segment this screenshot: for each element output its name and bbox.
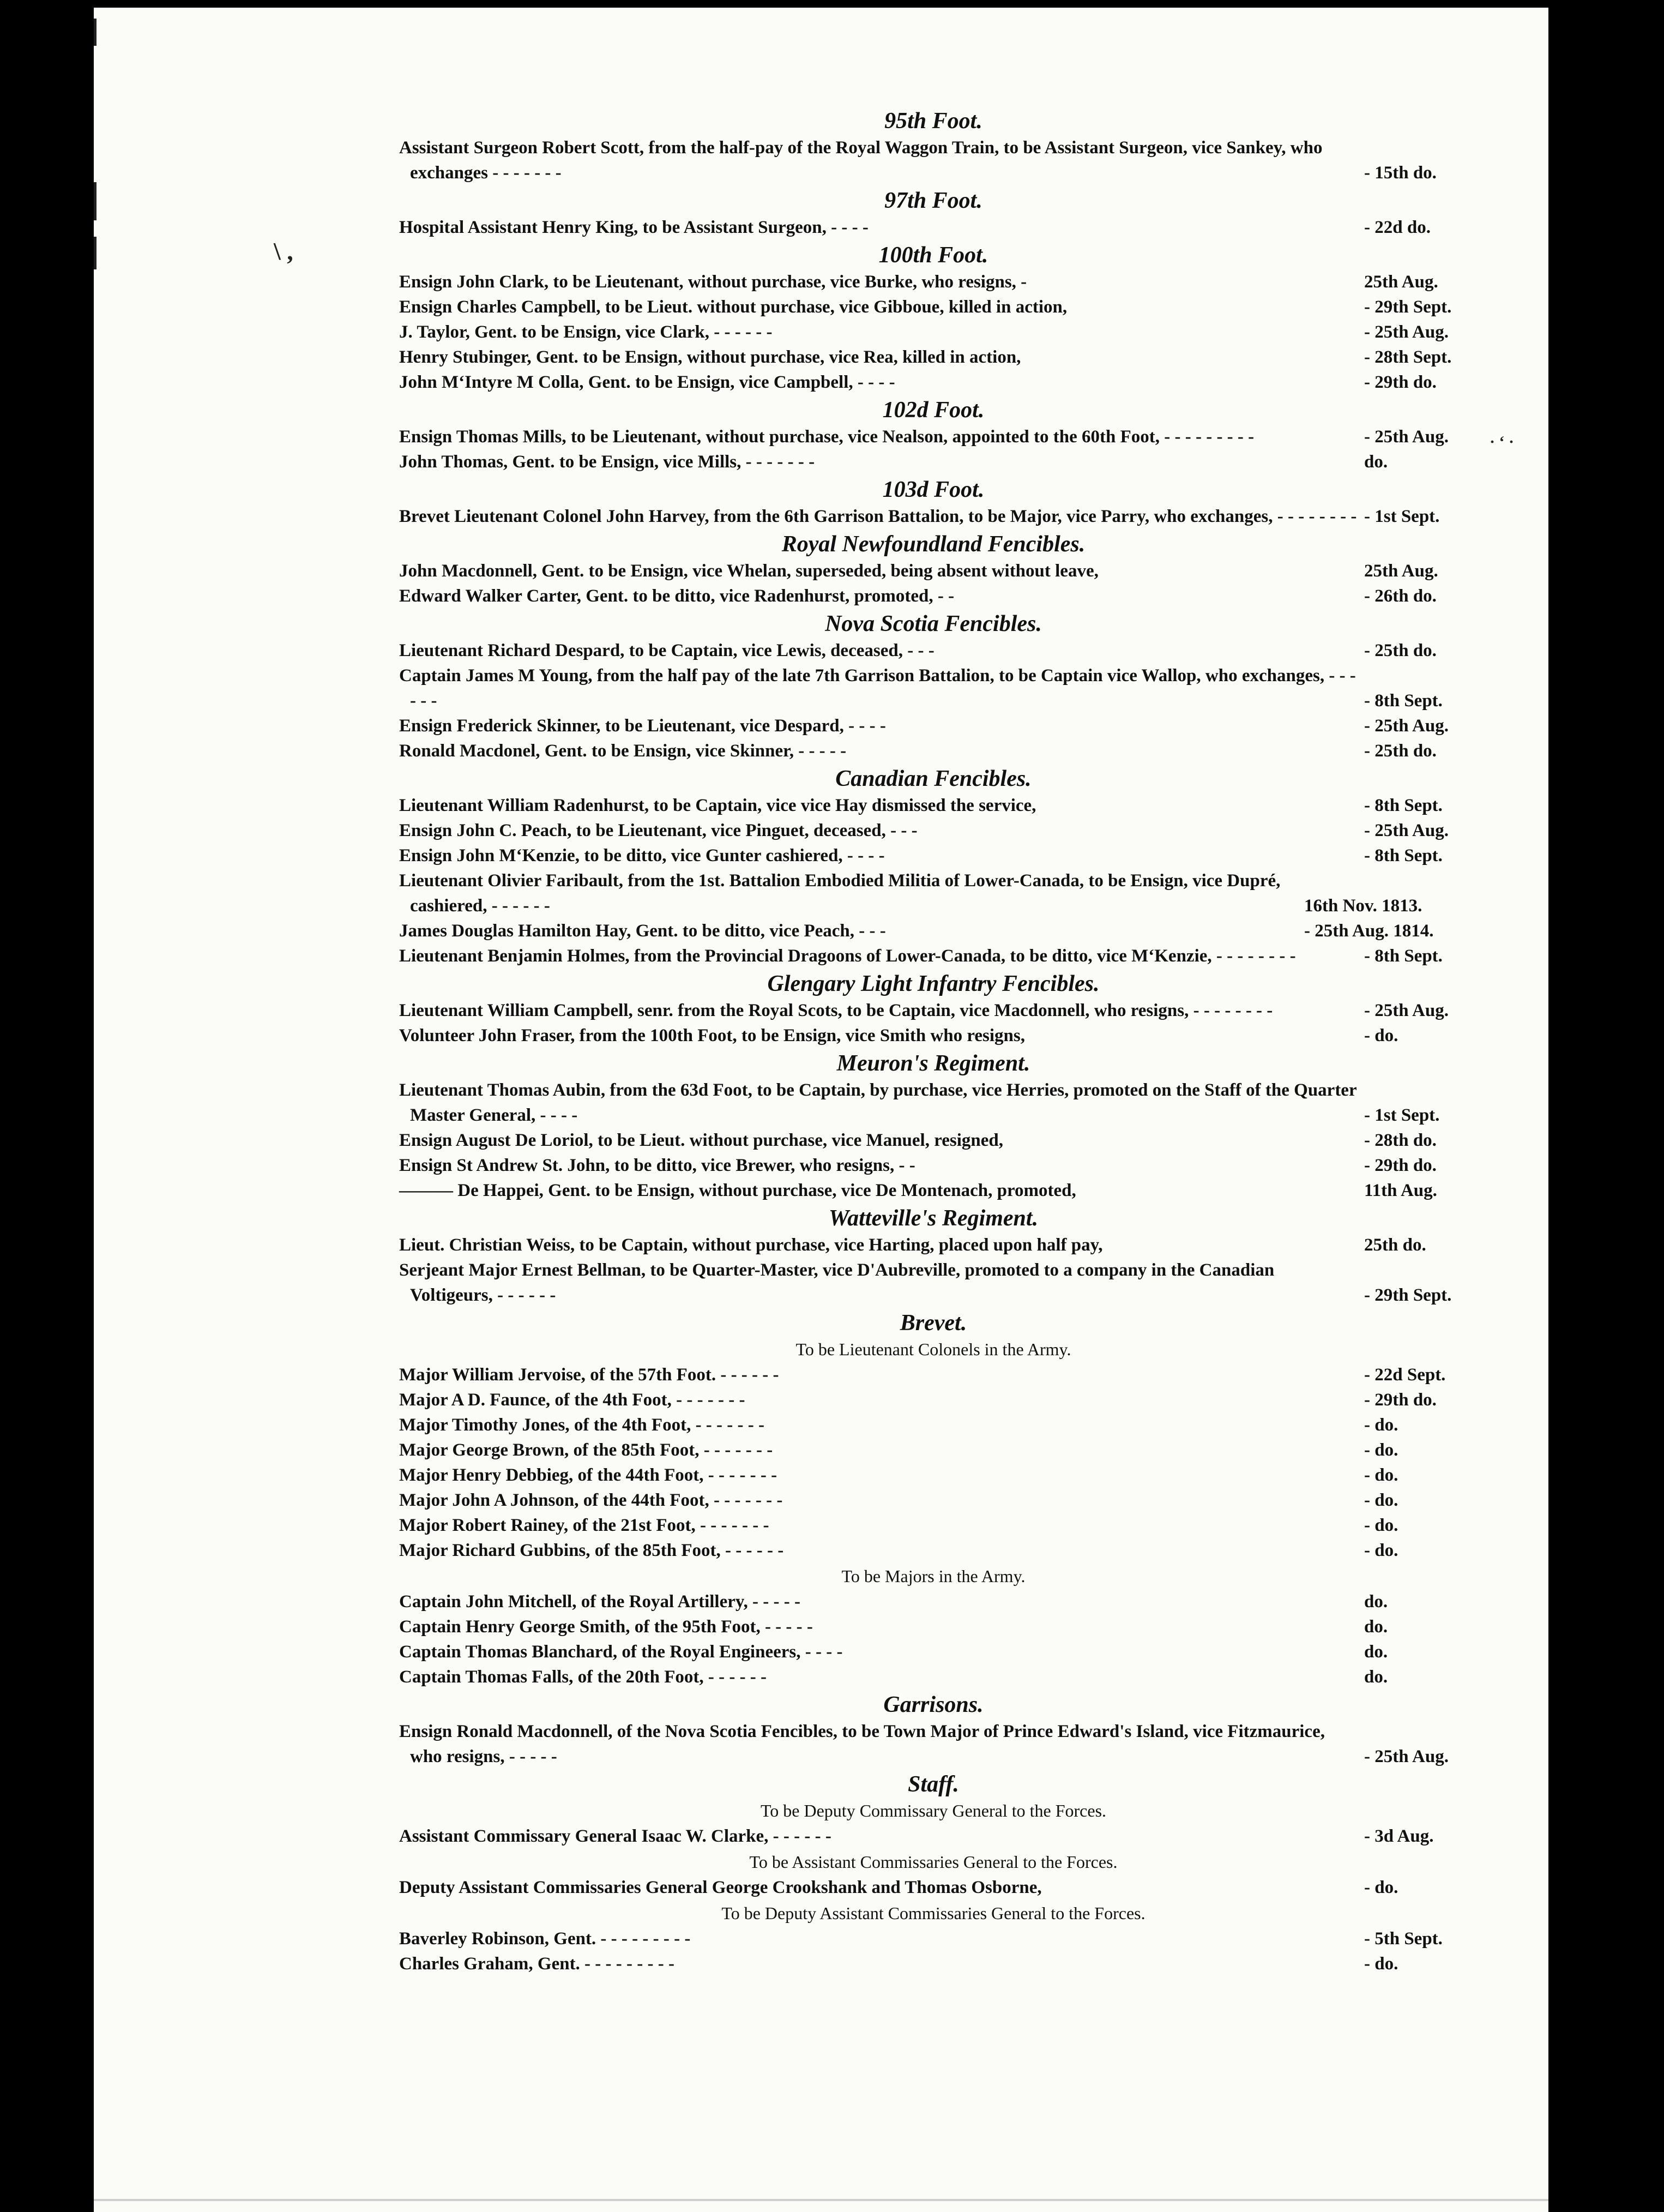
entry: Major George Brown, of the 85th Foot, - - - - - - - - do. (399, 1440, 1398, 1460)
margin-scribble: \ , (274, 237, 293, 265)
sub-heading: To be Deputy Commissary General to the Forces. (760, 1801, 1107, 1820)
entry: John Thomas, Gent. to be Ensign, vice Mills, - - - - - - - do. (399, 452, 1388, 472)
entry: Ensign Ronald Macdonnell, of the Nova Scotia Fencibles, to be Town Major of Prince Edward's Island, vice Fitzmaurice, who resigns, - - - - - - 25th Aug. (399, 1722, 1449, 1766)
sub-heading: To be Deputy Assistant Commissaries General to the Forces. (721, 1903, 1145, 1923)
entry: Major William Jervoise, of the 57th Foot. - - - - - - - 22d Sept. (399, 1365, 1446, 1385)
entry: Ensign Thomas Mills, to be Lieutenant, without purchase, vice Nealson, appointed to the 60th Foot, - - - - - - - - - - 25th Aug. (399, 427, 1449, 447)
left-margin-mark (94, 237, 97, 269)
document-page (94, 8, 1548, 2212)
entry: Ensign August De Loriol, to be Lieut. without purchase, vice Manuel, resigned, - 28th do. (399, 1131, 1437, 1150)
sub-heading: To be Lieutenant Colonels in the Army. (795, 1339, 1071, 1359)
section-heading: 102d Foot. (882, 398, 985, 423)
section-heading: Watteville's Regiment. (828, 1206, 1039, 1231)
sub-heading: To be Assistant Commissaries General to the Forces. (749, 1852, 1118, 1872)
section-heading: Meuron's Regiment. (836, 1051, 1030, 1076)
entry: Ensign John M‘Kenzie, to be ditto, vice Gunter cashiered, - - - - - 8th Sept. (399, 846, 1443, 865)
entry: Brevet Lieutenant Colonel John Harvey, from the 6th Garrison Battalion, to be Major, vice Parry, who exchanges, - - - - - - - - - 1st Sept. (399, 507, 1440, 526)
entry: Lieutenant Richard Despard, to be Captain, vice Lewis, deceased, - - - - 25th do. (399, 641, 1437, 660)
entry: Captain Henry George Smith, of the 95th Foot, - - - - - do. (399, 1617, 1388, 1637)
entry: Volunteer John Fraser, from the 100th Foot, to be Ensign, vice Smith who resigns, - do. (399, 1026, 1398, 1045)
section-heading: 100th Foot. (878, 243, 988, 268)
entry: Lieutenant Olivier Faribault, from the 1st. Battalion Embodied Militia of Lower-Canada, to be Ensign, vice Dupré, cashiered, - - - - - - 16th Nov. 1813. (399, 871, 1422, 916)
entry: Hospital Assistant Henry King, to be Assistant Surgeon, - - - - - 22d do. (399, 218, 1431, 237)
entry: Henry Stubinger, Gent. to be Ensign, without purchase, vice Rea, killed in action, - 28th Sept. (399, 347, 1452, 367)
entry: Baverley Robinson, Gent. - - - - - - - - - - 5th Sept. (399, 1929, 1443, 1949)
section-heading: Canadian Fencibles. (835, 766, 1032, 791)
left-margin-mark (94, 19, 97, 46)
entry: Ensign John C. Peach, to be Lieutenant, vice Pinguet, deceased, - - - - 25th Aug. (399, 821, 1449, 840)
entry: Major A D. Faunce, of the 4th Foot, - - - - - - - - 29th do. (399, 1390, 1437, 1410)
entry: Lieutenant Benjamin Holmes, from the Provincial Dragoons of Lower-Canada, to be ditto, vice M‘Kenzie, - - - - - - - - - 8th Sept. (399, 946, 1443, 966)
entry: Lieutenant William Radenhurst, to be Captain, vice vice Hay dismissed the service, - 8th Sept. (399, 796, 1443, 815)
entry: Assistant Surgeon Robert Scott, from the half-pay of the Royal Waggon Train, to be Assistant Surgeon, vice Sankey, who exchanges - - - - - - - - 15th do. (399, 138, 1437, 183)
entry: ——— De Happei, Gent. to be Ensign, without purchase, vice De Montenach, promoted, 11th Aug. (399, 1181, 1437, 1200)
entry: Major John A Johnson, of the 44th Foot, - - - - - - - - do. (399, 1490, 1398, 1510)
section-heading: 95th Foot. (884, 109, 982, 134)
entry: Captain John Mitchell, of the Royal Artillery, - - - - - do. (399, 1592, 1388, 1612)
gazette-content (399, 106, 1468, 1976)
entry: Lieutenant Thomas Aubin, from the 63d Foot, to be Captain, by purchase, vice Herries, promoted on the Staff of the Quarter Master General, - - - - - 1st Sept. (399, 1080, 1440, 1125)
entry: Charles Graham, Gent. - - - - - - - - - - do. (399, 1954, 1398, 1974)
entry: John Macdonnell, Gent. to be Ensign, vice Whelan, superseded, being absent without leave, 25th Aug. (399, 561, 1438, 581)
entry: Ensign Frederick Skinner, to be Lieutenant, vice Despard, - - - - - 25th Aug. (399, 716, 1449, 736)
entry: Ensign John Clark, to be Lieutenant, without purchase, vice Burke, who resigns, - 25th Aug. (399, 272, 1438, 292)
entry: Deputy Assistant Commissaries General George Crookshank and Thomas Osborne, - do. (399, 1878, 1398, 1897)
entry: James Douglas Hamilton Hay, Gent. to be ditto, vice Peach, - - - - 25th Aug. 1814. (399, 921, 1434, 941)
entry: Captain Thomas Falls, of the 20th Foot, - - - - - - do. (399, 1667, 1388, 1687)
entry: Ronald Macdonel, Gent. to be Ensign, vice Skinner, - - - - - - 25th do. (399, 741, 1437, 761)
sub-heading: To be Majors in the Army. (841, 1566, 1026, 1586)
entry: Lieut. Christian Weiss, to be Captain, without purchase, vice Harting, placed upon half pay, 25th do. (399, 1235, 1426, 1255)
page-edge-rule (94, 2199, 1548, 2201)
entry: Major Henry Debbieg, of the 44th Foot, - - - - - - - - do. (399, 1465, 1398, 1485)
margin-scribble: · ‘ · (1490, 433, 1514, 451)
entry: Ensign Charles Campbell, to be Lieut. without purchase, vice Gibboue, killed in action, - 29th Sept. (399, 297, 1452, 317)
entry: Lieutenant William Campbell, senr. from the Royal Scots, to be Captain, vice Macdonnell, who resigns, - - - - - - - - - 25th Aug. (399, 1001, 1449, 1020)
entry: Major Timothy Jones, of the 4th Foot, - - - - - - - - do. (399, 1415, 1398, 1435)
entry: John M‘Intyre M Colla, Gent. to be Ensign, vice Campbell, - - - - - 29th do. (399, 372, 1437, 392)
entry: Captain Thomas Blanchard, of the Royal Engineers, - - - - do. (399, 1642, 1388, 1662)
section-heading: 97th Foot. (884, 188, 982, 213)
entry: Major Richard Gubbins, of the 85th Foot, - - - - - - - do. (399, 1541, 1398, 1560)
section-heading: Nova Scotia Fencibles. (825, 611, 1042, 636)
entry: Major Robert Rainey, of the 21st Foot, - - - - - - - - do. (399, 1516, 1398, 1535)
section-heading: Staff. (908, 1772, 959, 1797)
section-heading: 103d Foot. (882, 477, 985, 502)
entry: Serjeant Major Ernest Bellman, to be Quarter-Master, vice D'Aubreville, promoted to a company in the Canadian Voltigeurs, - - - - - - - 29th Sept. (399, 1260, 1452, 1305)
section-heading: Glengary Light Infantry Fencibles. (767, 971, 1100, 996)
entry: Ensign St Andrew St. John, to be ditto, vice Brewer, who resigns, - - - 29th do. (399, 1156, 1437, 1175)
entry: Captain James M Young, from the half pay of the late 7th Garrison Battalion, to be Captain vice Wallop, who exchanges, - - - - - - - 8th Sept. (399, 666, 1443, 711)
left-margin-mark (94, 182, 97, 220)
entry: Assistant Commissary General Isaac W. Clarke, - - - - - - - 3d Aug. (399, 1826, 1434, 1846)
entry: J. Taylor, Gent. to be Ensign, vice Clark, - - - - - - - 25th Aug. (399, 322, 1449, 342)
entry: Edward Walker Carter, Gent. to be ditto, vice Radenhurst, promoted, - - - 26th do. (399, 586, 1437, 606)
section-heading: Brevet. (900, 1311, 967, 1336)
section-heading: Royal Newfoundland Fencibles. (781, 532, 1086, 557)
section-heading: Garrisons. (883, 1692, 984, 1717)
